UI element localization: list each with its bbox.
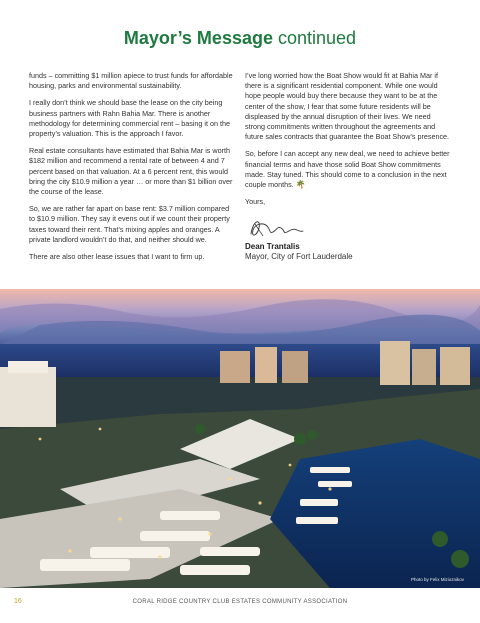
right-paragraph-text: So, before I can accept any new deal, we need to achieve better financial terms and have those solid Boat Show commitments made. Stay tuned. This should come to a conclusion in the next couple months. <box>245 149 450 190</box>
left-column <box>29 71 236 269</box>
handwritten-signature <box>247 214 307 242</box>
page-title-continued: continued <box>278 28 357 48</box>
left-paragraph: So, we are rather far apart on base rent: $3.7 million compared to $10.9 million. They say it evens out if we count their property taxes toward their rent. That’s mixing apples and oranges. A private landlord wouldn’t do that, and neither should we. <box>29 204 230 244</box>
palm-tree-icon: 🌴 <box>295 180 306 190</box>
sign-off: Yours, <box>245 197 266 207</box>
left-paragraph: I really don’t think we should base the lease on the city being business partners with Rahn Bahia Mar. There is another methodology for determining commercial rent – basing it on the property’s valuation. This is the approach I favor. <box>29 98 230 139</box>
right-column <box>245 71 452 262</box>
left-paragraph: funds – committing $1 million apiece to trust funds for affordable housing, parks and environmental sustainability. <box>29 71 233 91</box>
right-paragraph-with-icon <box>245 149 452 190</box>
footer-association-name: CORAL RIDGE COUNTRY CLUB ESTATES COMMUNITY ASSOCIATION <box>132 599 348 605</box>
page-title <box>0 27 480 49</box>
marina-photo-illustration <box>0 289 480 588</box>
marina-photo <box>0 289 480 588</box>
page-title-main: Mayor’s Message <box>123 28 273 48</box>
mayor-title: Mayor, City of Fort Lauderdale <box>245 252 353 262</box>
signature-block <box>245 214 452 262</box>
page-number: 16 <box>14 598 22 605</box>
photo-credit: Photo by Felix Mizioznikov <box>410 577 464 582</box>
page-footer <box>0 598 480 612</box>
left-paragraph: There are also other lease issues that I want to firm up. <box>29 252 205 262</box>
mayor-name: Dean Trantalis <box>245 242 300 252</box>
right-paragraph: I’ve long worried how the Boat Show would fit at Bahia Mar if there is a significant residential component. While one would hope people would buy there because they want to be at the center of the show, I fear that some future residents will be displeased by the annual disruption of their lives. We need strong commitments written throughout the agreements and future sales contracts that guarantee the Boat Show’s presence. <box>245 71 450 142</box>
left-paragraph: Real estate consultants have estimated that Bahia Mar is worth $182 million and recommend a rental rate of between 4 and 7 percent based on that valuation. At a 6 percent rent, this would bring the city $10.9 million a year … or more than $1 billion over the course of the lease. <box>29 146 233 197</box>
